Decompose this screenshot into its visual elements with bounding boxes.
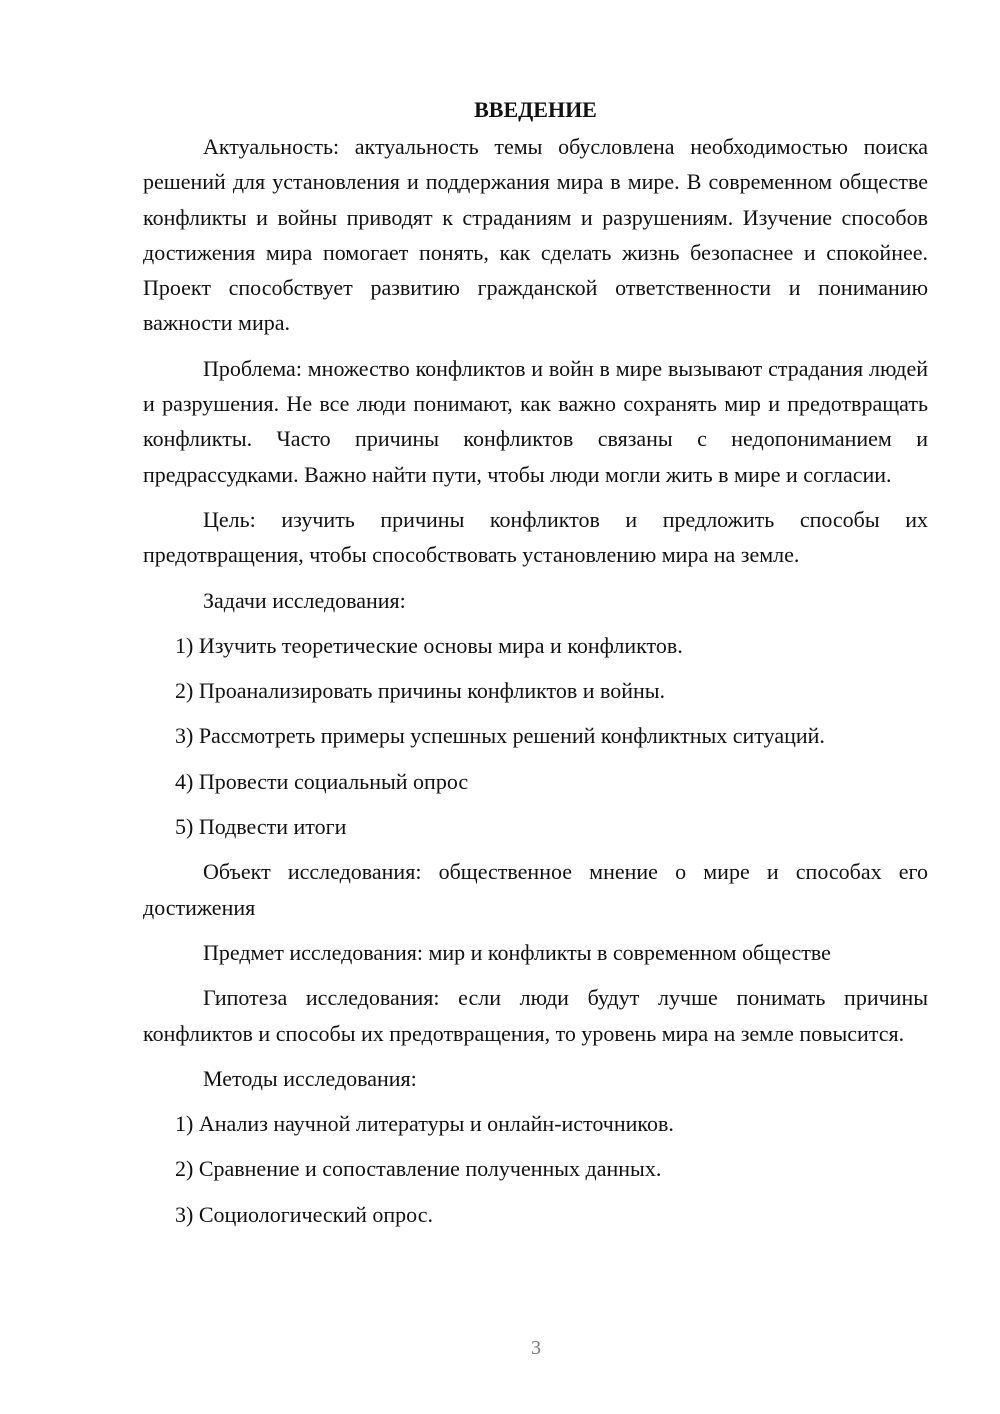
task-item: 3) Рассмотреть примеры успешных решений конфликтных ситуаций. — [175, 723, 825, 749]
task-item: 4) Провести социальный опрос — [175, 768, 469, 794]
method-item: 3) Социологический опрос. — [175, 1201, 433, 1227]
section-title: ВВЕДЕНИЕ — [474, 97, 597, 122]
paragraph-goal: Цель: изучить причины конфликтов и предложить способы их предотвращения, чтобы способствовать установлению мира на земле. — [143, 506, 928, 568]
paragraph-subject: Предмет исследования: мир и конфликты в современном обществе — [203, 939, 831, 965]
task-item: 5) Подвести итоги — [175, 814, 347, 840]
paragraph-problem: Проблема: множество конфликтов и войн в мире вызывают страдания людей и разрушения. Не все люди понимают, как важно сохранять мир и предотвращать конфликты. Часто причины конфликтов связаны с недопониманием и предрассудками. Важно найти пути, чтобы люди могли жить в мире и согласии. — [143, 355, 928, 487]
methods-heading: Методы исследования: — [203, 1065, 417, 1091]
method-item: 2) Сравнение и сопоставление полученных данных. — [175, 1156, 662, 1182]
task-item: 1) Изучить теоретические основы мира и конфликтов. — [175, 632, 683, 658]
tasks-heading: Задачи исследования: — [203, 587, 406, 613]
method-item: 1) Анализ научной литературы и онлайн-источников. — [175, 1111, 674, 1137]
paragraph-relevance: Актуальность: актуальность темы обусловлена необходимостью поиска решений для установления и поддержания мира в мире. В современном обществе конфликты и войны приводят к страданиям и разрушениям. Изучение способов достижения мира помогает понять, как сделать жизнь безопаснее и спокойнее. Проект способствует развитию гражданской ответственности и пониманию важности мира. — [143, 134, 928, 336]
page-number: 3 — [531, 1337, 541, 1359]
task-item: 2) Проанализировать причины конфликтов и войны. — [175, 678, 666, 704]
paragraph-object: Объект исследования: общественное мнение о мире и способах его достижения — [143, 859, 928, 920]
paragraph-hypothesis: Гипотеза исследования: если люди будут лучше понимать причины конфликтов и способы их предотвращения, то уровень мира на земле повысится. — [143, 985, 928, 1046]
page-content — [143, 92, 928, 1242]
